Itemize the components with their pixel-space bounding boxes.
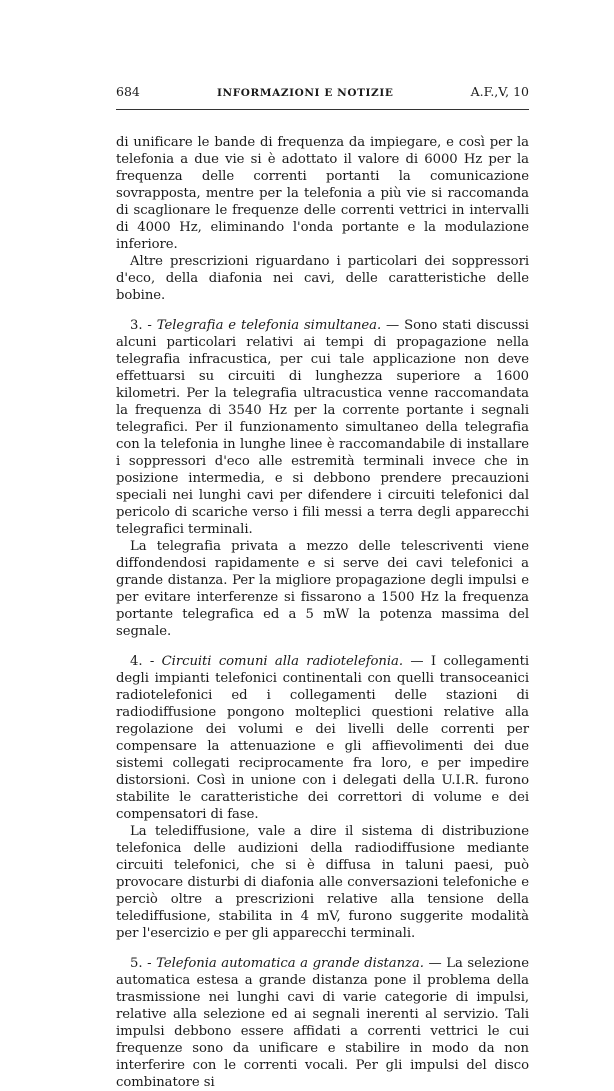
section-4-number: 4. - <box>130 654 155 669</box>
section-4-text: — I collegamenti degli impianti telefonici continentali con quelli transoceanici radiotelefonici ed i collegamenti delle stazioni di radiodiffusione pongono molteplici questioni relative alla regolazione dei volumi e dei livelli delle correnti per compensare la attenuazione e gli affievolimenti dei due sistemi collegati reciprocamente fra loro, e per impedire distorsioni. Così in unione con i delegati della U.I.R. furono stabilite le caratteristiche dei correttori di volume e dei compensatori di fase. <box>116 654 529 822</box>
page-body <box>116 134 529 1091</box>
section-3 <box>116 317 529 538</box>
book-page <box>116 84 529 1091</box>
paragraph-continuation: di unificare le bande di frequenza da impiegare, e così per la telefonia a due vie si è adottato il valore di 6000 Hz per la frequenza delle correnti portanti la comunicazione sovrapposta, mentre per la telefonia a più vie si raccomanda di scaglionare le frequenze delle correnti vettrici in intervalli di 4000 Hz, eliminando l'onda portante e la modulazione inferiore. <box>116 135 529 252</box>
section-5-text: — La selezione automatica estesa a grande distanza pone il problema della trasmissione nei lunghi cavi di varie categorie di impulsi, relative alla selezione ed ai segnali inerenti al servizio. Tali impulsi debbono essere affidati a correnti vettrici le cui frequenze sono da unificare e stabilire in modo da non interferire con le correnti vocali. Per gli impulsi del disco combinatore si <box>116 956 529 1090</box>
section-5 <box>116 955 529 1091</box>
section-3-text: — Sono stati discussi alcuni particolari relativi ai tempi di propagazione nella telegrafia infracustica, per cui tale applicazione non deve effettuarsi su circuiti di lunghezza superiore a 1600 kilometri. Per la telegrafia ultracustica venne raccomandata la frequenza di 3540 Hz per la corrente portante i segnali telegrafici. Per il funzionamento simultaneo della telegrafia con la telefonia in lunghe linee è raccomandabile di installare i soppressori d'eco alle estremità terminali invece che in posizione intermedia, e si debbono prendere precauzioni speciali nei lunghi cavi per difendere i circuiti telefonici dal pericolo di scariche verso i fili messi a terra degli apparecchi telegrafici terminali. <box>116 318 529 537</box>
section-4 <box>116 653 529 823</box>
section-5-title: Telefonia automatica a grande distanza. <box>156 956 424 971</box>
section-5-number: 5. - <box>130 956 152 971</box>
paragraph-telediffusion: La telediffusione, vale a dire il sistema di distribuzione telefonica delle audizioni della radiodiffusione mediante circuiti telefonici, che si è diffusa in taluni paesi, può provocare disturbi di diafonia alle conversazioni telefoniche e perciò oltre a prescrizioni relative alla tensione della telediffusione, stabilita in 4 mV, furono suggerite modalità per l'esercizio e per gli apparecchi terminali. <box>116 824 529 941</box>
section-3-title: Telegrafia e telefonia simultanea. <box>156 318 382 333</box>
volume-reference: A.F.,V, 10 <box>470 84 529 99</box>
paragraph-echo-suppressors: Altre prescrizioni riguardano i particolari dei soppressori d'eco, della diafonia nei cavi, delle caratteristiche delle bobine. <box>116 254 529 303</box>
running-title: INFORMAZIONI E NOTIZIE <box>217 87 394 99</box>
section-3-number: 3. - <box>130 318 152 333</box>
page-number: 684 <box>116 84 140 99</box>
paragraph-teleprinters: La telegrafia privata a mezzo delle telescriventi viene diffondendosi rapidamente e si serve dei cavi telefonici a grande distanza. Per la migliore propagazione degli impulsi e per evitare interferenze si fissarono a 1500 Hz la frequenza portante telegrafica ed a 5 mW la potenza massima del segnale. <box>116 539 529 639</box>
section-4-title: Circuiti comuni alla radiotelefonia. <box>161 654 403 669</box>
running-header <box>116 84 529 110</box>
